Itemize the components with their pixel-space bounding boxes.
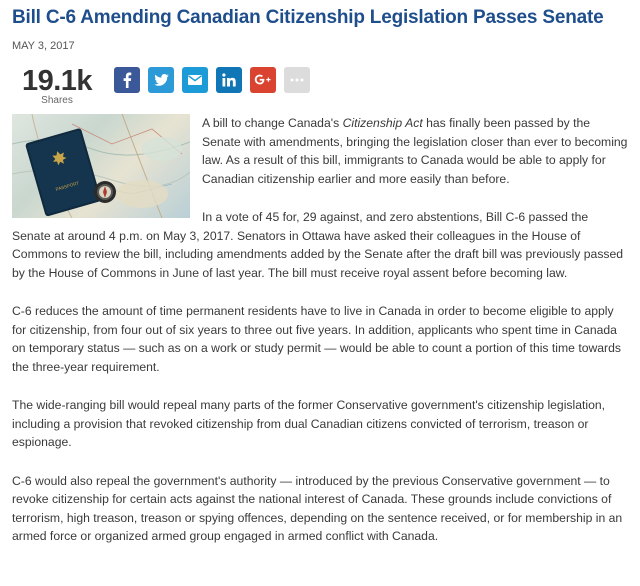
share-count: 19.1k	[21, 65, 93, 97]
linkedin-share-button[interactable]	[216, 67, 242, 93]
google-plus-icon	[254, 74, 272, 86]
google-plus-share-button[interactable]	[250, 67, 276, 93]
citizenship-act-title: Citizenship Act	[342, 116, 423, 130]
passport-map-illustration	[12, 114, 190, 218]
compass-icon	[94, 181, 116, 203]
share-count-label: Shares	[41, 95, 73, 106]
twitter-icon	[154, 74, 169, 86]
share-buttons	[114, 67, 310, 93]
paragraph-1-text-b: has finally been passed by the Senate with amendments, bringing the legislation closer than ever to becoming law. As a result of this bill, immigrants to Canada would be able to apply for Canadian citizenship earlier and more easily than before.	[202, 116, 628, 186]
article-title: Bill C-6 Amending Canadian Citizenship Legislation Passes Senate	[12, 7, 604, 28]
article-date: MAY 3, 2017	[12, 40, 75, 52]
email-share-button[interactable]	[182, 67, 208, 93]
passport-label: PASSPORT	[55, 180, 80, 192]
twitter-share-button[interactable]	[148, 67, 174, 93]
paragraph-3: C-6 reduces the amount of time permanent residents have to live in Canada in order to become eligible to apply for citizenship, from four out of six years to three out five years. In addition, applicants who spent time in Canada on temporary status — such as on a work or study permit — would be able to count a portion of this time towards the three-year requirement.	[12, 304, 621, 374]
email-icon	[188, 75, 202, 85]
linkedin-icon	[222, 73, 236, 87]
paragraph-4: The wide-ranging bill would repeal many parts of the former Conservative government's citizenship legislation, including a provision that revoked citizenship from dual Canadian citizens convicted of terrorism, treason or espionage.	[12, 398, 606, 449]
more-share-button[interactable]	[284, 67, 310, 93]
facebook-icon	[122, 72, 132, 88]
article-body	[12, 114, 628, 546]
article-image	[12, 114, 190, 218]
paragraph-2: In a vote of 45 for, 29 against, and zero abstentions, Bill C-6 passed the Senate at around 4 p.m. on May 3, 2017. Senators in Ottawa have asked their colleagues in the House of Commons to review the bill, including amendments added by the Senate after the draft bill was previously passed by the House of Commons in June of last year. The bill must receive royal assent before becoming law.	[12, 210, 624, 280]
facebook-share-button[interactable]	[114, 67, 140, 93]
share-count-block	[12, 66, 102, 106]
more-icon	[290, 78, 304, 82]
paragraph-1-text-a: A bill to change Canada's	[202, 116, 343, 130]
share-bar	[12, 66, 628, 106]
paragraph-5: C-6 would also repeal the government's authority — introduced by the previous Conservative government — to revoke citizenship for certain acts against the national interest of Canada. These grounds include convictions of terrorism, high treason, treason or spying offences, depending on the sentence received, or for membership in an armed force or organized armed group engaged in armed conflict with Canada.	[12, 473, 623, 543]
